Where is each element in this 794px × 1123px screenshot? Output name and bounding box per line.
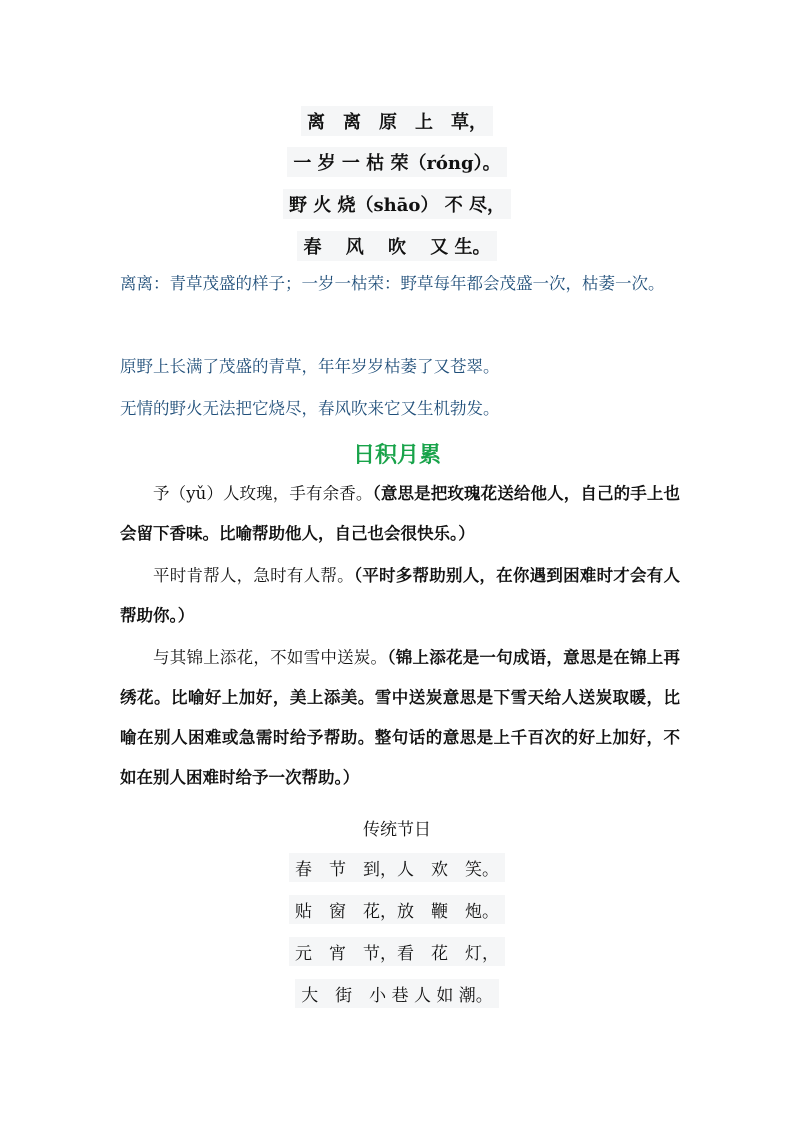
poem-line: 离 离 原 上 草， [0,106,794,136]
song-line: 大 街 小 巷 人 如 潮。 [0,979,794,1008]
poem-line: 野 火 烧（shāo） 不 尽， [0,189,794,219]
saying-paragraph [120,556,680,636]
saying-explanation: （锦上添花是一句成语，意思是在锦上再绣花。比喻好上加好，美上添美。雪中送炭意思是下雪天给人送炭取暖，比喻在别人困难或急需时给予帮助。整句话的意思是上千百次的好上加好，不如在别人困难时给予一次帮助。） [120,648,681,787]
saying-phrase: 与其锦上添花，不如雪中送炭。 [153,648,388,667]
poem-line: 春 风 吹 又 生。 [0,231,794,261]
festival-title: 传统节日 [363,820,431,840]
saying-explanation: （平时多帮助别人，在你遇到困难时才会有人帮助你。） [120,566,681,625]
saying-paragraph [120,474,680,554]
poem-note-translation-2: 无情的野火无法把它烧尽，春风吹来它又生机勃发。 [120,399,500,418]
song-line: 春 节 到，人 欢 笑。 [0,853,794,882]
saying-paragraph [120,638,680,798]
poem-note-translation-1: 原野上长满了茂盛的青草，年年岁岁枯萎了又苍翠。 [120,357,500,376]
saying-phrase: 平时肯帮人，急时有人帮。 [153,566,354,585]
song-line: 元 宵 节，看 花 灯， [0,937,794,966]
saying-explanation: （意思是把玫瑰花送给他人，自己的手上也会留下香味。比喻帮助他人，自己也会很快乐。） [120,484,681,543]
saying-phrase: 予（yǔ）人玫瑰，手有余香。 [153,484,373,503]
poem-note-definitions: 离离：青草茂盛的样子；一岁一枯荣：野草每年都会茂盛一次，枯萎一次。 [120,274,665,293]
song-line: 贴 窗 花，放 鞭 炮。 [0,895,794,924]
poem-line: 一 岁 一 枯 荣（róng）。 [0,147,794,177]
section-heading: 日积月累 [352,443,441,468]
